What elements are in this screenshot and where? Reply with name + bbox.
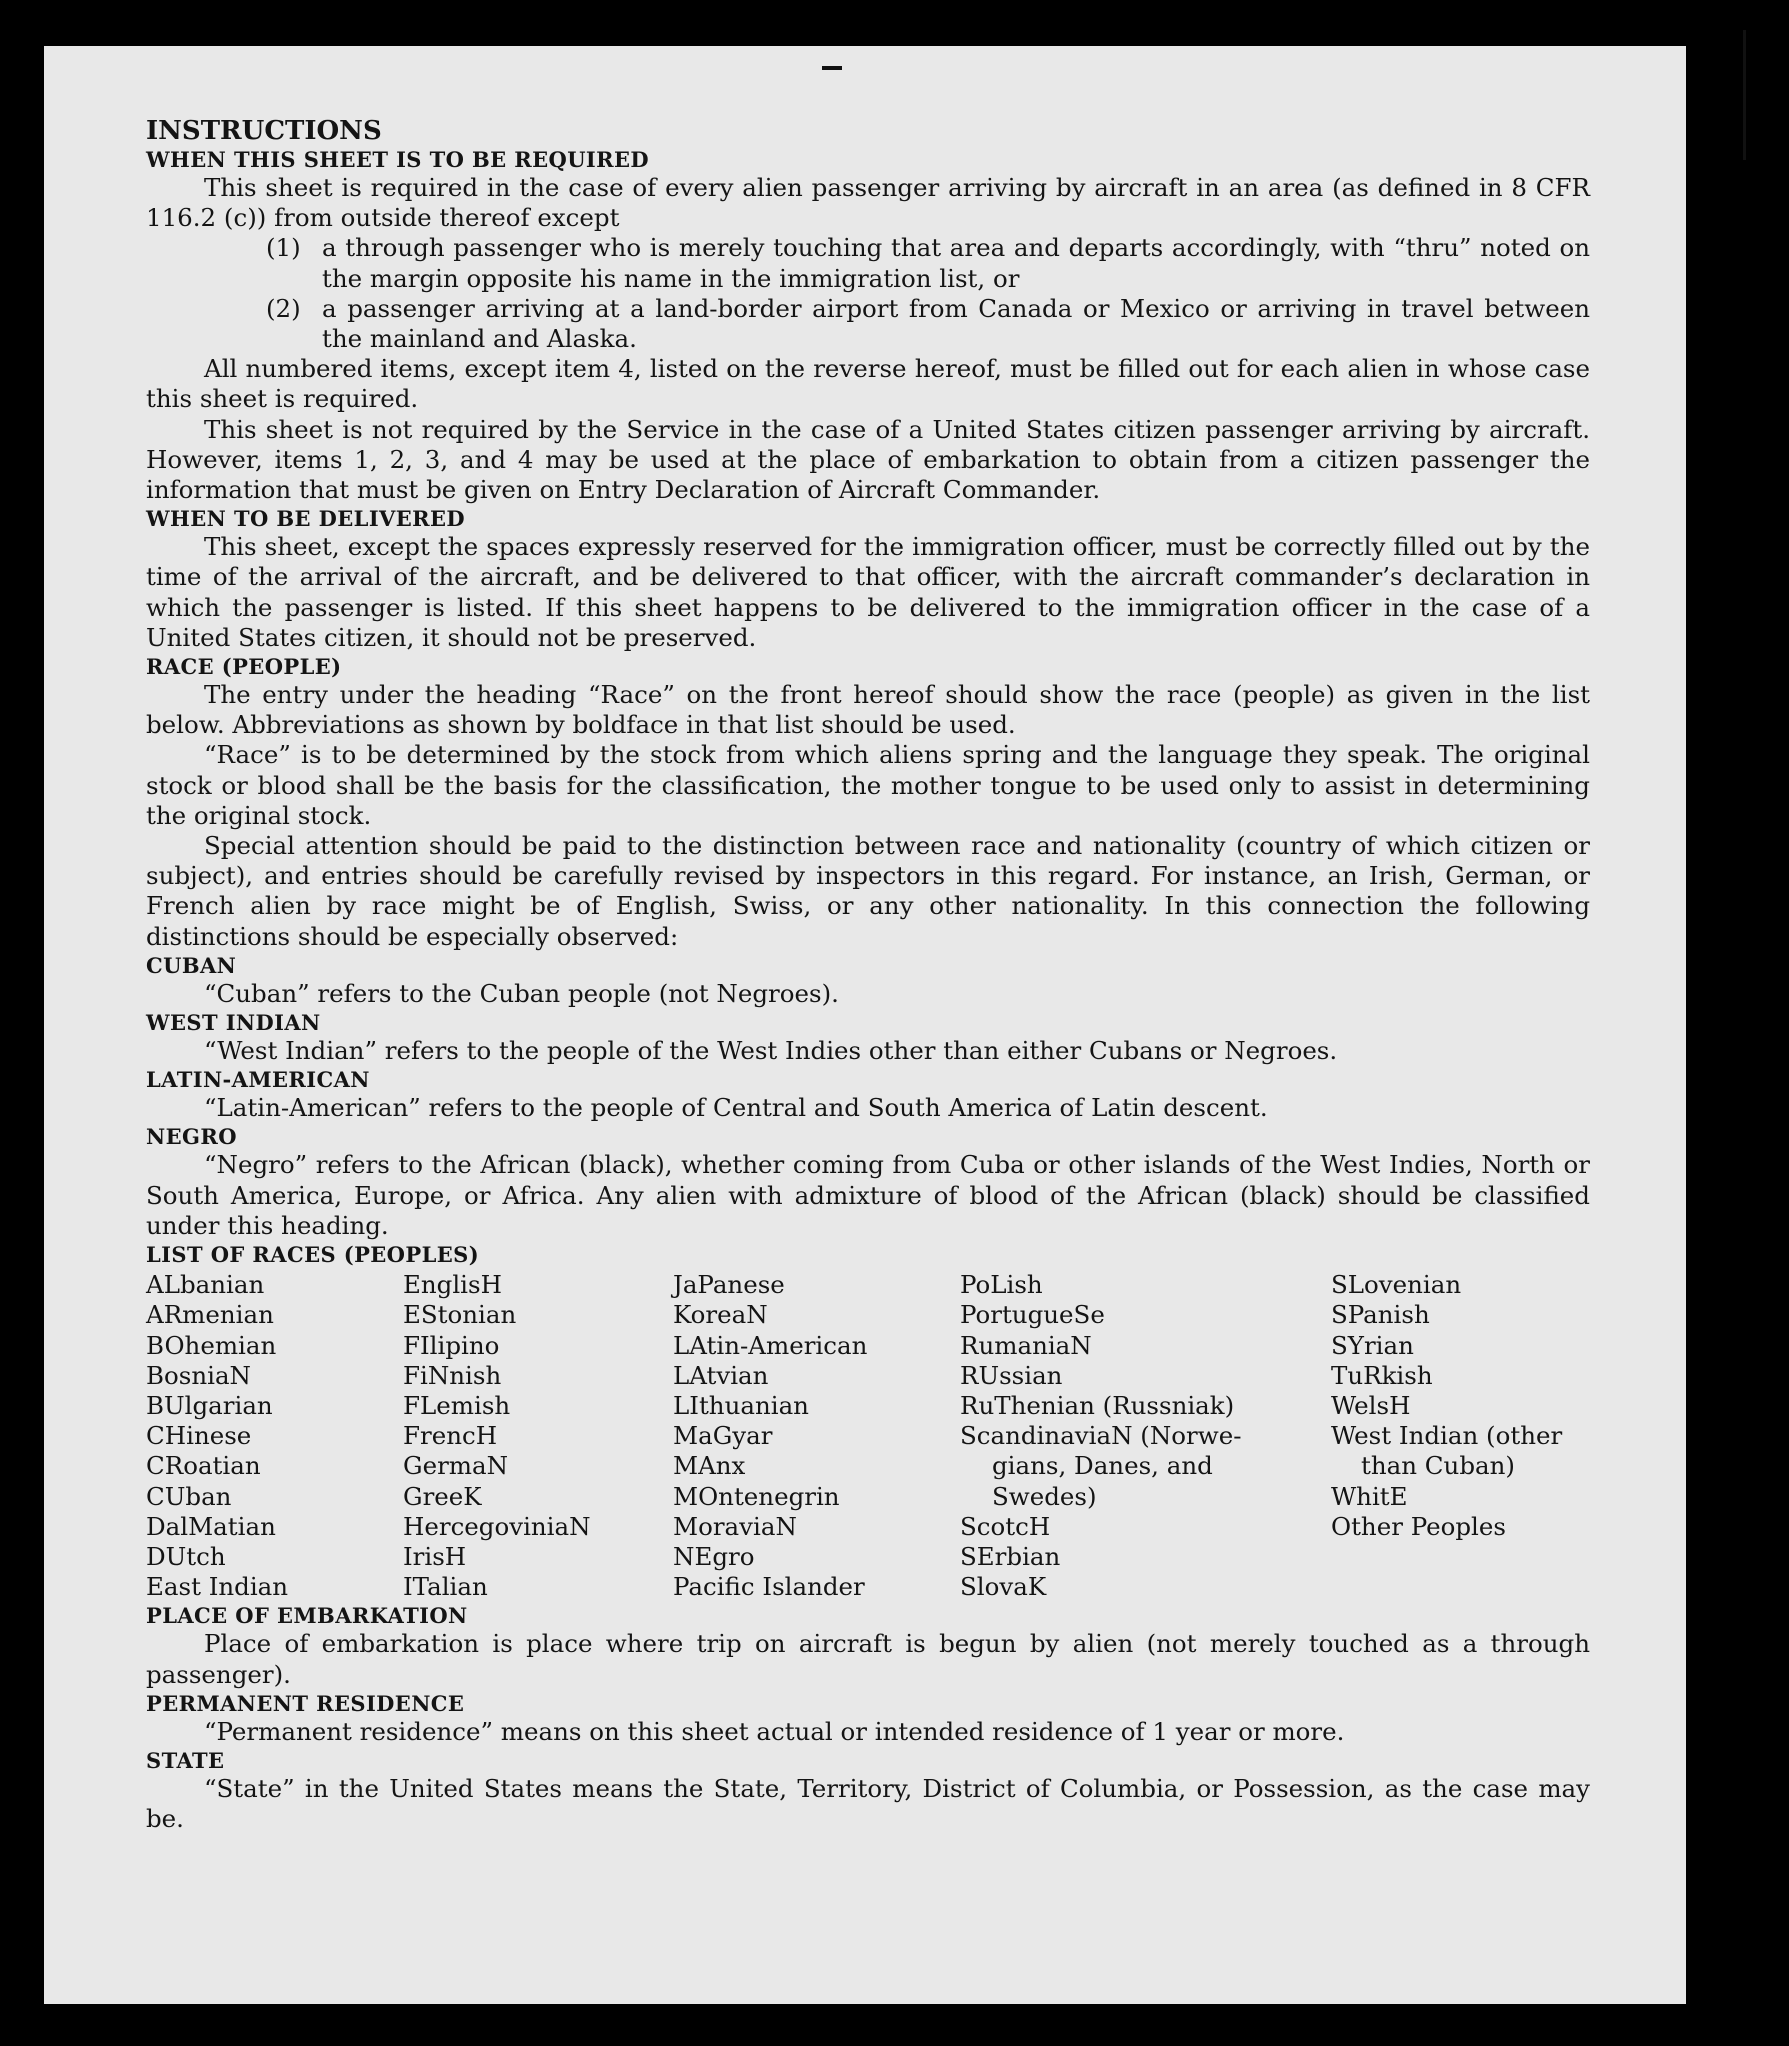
- list-item: MaGyar: [673, 1421, 773, 1451]
- paragraph: This sheet is not required by the Service in the case of a United States citizen passenger arriving by aircraft. However, items 1, 2, 3, and 4 may be used at the place of embarkation to obtain from a citizen passenger the information that must be given on Entry Declaration of Aircraft Commander.: [146, 414, 1590, 505]
- list-item: Other Peoples: [1331, 1511, 1506, 1541]
- list-item: LAtin-American: [673, 1330, 868, 1360]
- list-item: TuRkish: [1331, 1360, 1433, 1390]
- list-item: HercegoviniaN: [403, 1511, 591, 1541]
- item-text: a passenger arriving at a land-border airport from Canada or Mexico or arriving in travel between the mainland and Alaska.: [322, 293, 1590, 354]
- paragraph: This sheet is required in the case of every alien passenger arriving by aircraft in an area (as defined in 8 CFR 116.2 (c)) from outside thereof except: [146, 173, 1590, 233]
- list-item: WhitE: [1331, 1481, 1408, 1511]
- list-item: ScandinaviaN (Norwe-: [960, 1421, 1242, 1451]
- list-item: JaPanese: [673, 1270, 785, 1300]
- list-item: BUlgarian: [146, 1390, 273, 1420]
- list-item: RumaniaN: [960, 1330, 1092, 1360]
- list-item: FiNnish: [403, 1360, 502, 1390]
- heading-negro: NEGRO: [146, 1124, 237, 1150]
- list-item: FrencH: [403, 1421, 498, 1451]
- item-text: a through passenger who is merely touching that area and departs accordingly, with “thru” noted on the margin opposite his name in the immigration list, or: [322, 233, 1590, 293]
- list-item: SLovenian: [1331, 1270, 1462, 1300]
- list-item: ITalian: [403, 1572, 488, 1602]
- list-item: PoLish: [960, 1270, 1043, 1300]
- heading-place-of-embarkation: PLACE OF EMBARKATION: [146, 1603, 468, 1629]
- paragraph: “West Indian” refers to the people of the West Indies other than either Cubans or Negroes.: [204, 1036, 1338, 1066]
- page-title: INSTRUCTIONS: [146, 116, 382, 146]
- paragraph: The entry under the heading “Race” on the front hereof should show the race (people) as given in the list below. Abbreviations as shown by boldface in that list should be used.: [146, 680, 1590, 740]
- heading-cuban: CUBAN: [146, 952, 237, 978]
- race-column: [1331, 1270, 1590, 1602]
- heading-race: RACE (PEOPLE): [146, 654, 342, 680]
- paragraph: “Negro” refers to the African (black), whether coming from Cuba or other islands of the West Indies, North or South America, Europe, or Africa. Any alien with admixture of blood of the African (black) should be classified under this heading.: [146, 1150, 1590, 1240]
- list-item: SlovaK: [960, 1572, 1047, 1602]
- list-item: FIlipino: [403, 1330, 500, 1360]
- list-item: RUssian: [960, 1360, 1063, 1390]
- item-number: (1): [266, 233, 301, 263]
- list-item: DalMatian: [146, 1511, 276, 1541]
- paragraph: “Permanent residence” means on this sheet actual or intended residence of 1 year or more.: [204, 1716, 1345, 1746]
- list-item: FLemish: [403, 1390, 511, 1420]
- scan-mark: [822, 66, 842, 70]
- list-item: [266, 294, 1590, 354]
- race-column: [673, 1270, 960, 1602]
- document-page: [44, 46, 1686, 2004]
- list-item: MOntenegrin: [673, 1481, 840, 1511]
- paragraph: All numbered items, except item 4, listed on the reverse hereof, must be filled out for each alien in whose case this sheet is required.: [146, 354, 1590, 414]
- heading-permanent-residence: PERMANENT RESIDENCE: [146, 1690, 465, 1716]
- list-item: BOhemian: [146, 1330, 277, 1360]
- heading-latin-american: LATIN-AMERICAN: [146, 1067, 370, 1093]
- race-list: [146, 1270, 1590, 1602]
- list-item: DUtch: [146, 1541, 226, 1571]
- list-item: West Indian (other: [1331, 1421, 1563, 1451]
- list-item: East Indian: [146, 1572, 289, 1602]
- list-item: ScotcH: [960, 1511, 1051, 1541]
- paragraph: “Latin-American” refers to the people of Central and South America of Latin descent.: [204, 1093, 1268, 1123]
- race-column: [146, 1270, 403, 1602]
- heading-required: WHEN THIS SHEET IS TO BE REQUIRED: [146, 147, 650, 172]
- heading-delivered: WHEN TO BE DELIVERED: [146, 506, 466, 532]
- paragraph: “State” in the United States means the State, Territory, District of Columbia, or Possession, as the case may be.: [146, 1773, 1590, 1834]
- list-item: MAnx: [673, 1451, 746, 1481]
- list-item: ALbanian: [146, 1270, 265, 1300]
- heading-list-of-races: LIST OF RACES (PEOPLES): [146, 1242, 480, 1268]
- scan-edge-mark: [1743, 30, 1746, 160]
- list-item: SErbian: [960, 1541, 1061, 1571]
- paragraph: “Cuban” refers to the Cuban people (not Negroes).: [204, 978, 839, 1008]
- list-item-continued: than Cuban): [1361, 1451, 1515, 1481]
- list-item: CHinese: [146, 1421, 252, 1451]
- list-item: SPanish: [1331, 1300, 1430, 1330]
- list-item: IrisH: [403, 1541, 467, 1571]
- race-column: [960, 1270, 1331, 1602]
- list-item: LAtvian: [673, 1360, 769, 1390]
- list-item: LIthuanian: [673, 1390, 809, 1420]
- list-item-continued: Swedes): [992, 1481, 1097, 1511]
- race-column: [403, 1270, 673, 1602]
- list-item: SYrian: [1331, 1330, 1414, 1360]
- heading-state: STATE: [146, 1747, 225, 1773]
- list-item: GermaN: [403, 1451, 509, 1481]
- list-item: PortugueSe: [960, 1300, 1105, 1330]
- list-item: WelsH: [1331, 1390, 1411, 1420]
- heading-west-indian: WEST INDIAN: [146, 1010, 321, 1036]
- paragraph: Place of embarkation is place where trip on aircraft is begun by alien (not merely touched as a through passenger).: [146, 1629, 1590, 1689]
- list-item: ARmenian: [146, 1300, 274, 1330]
- list-item: MoraviaN: [673, 1511, 797, 1541]
- list-item: RuThenian (Russniak): [960, 1390, 1235, 1420]
- list-item-continued: gians, Danes, and: [992, 1451, 1213, 1481]
- list-item: BosniaN: [146, 1360, 251, 1390]
- item-number: (2): [266, 293, 301, 323]
- paragraph: This sheet, except the spaces expressly reserved for the immigration officer, must be correctly filled out by the time of the arrival of the aircraft, and be delivered to that officer, with the aircraft commander’s declaration in which the passenger is listed. If this sheet happens to be delivered to the immigration officer in the case of a United States citizen, it should not be preserved.: [146, 532, 1590, 652]
- list-item: GreeK: [403, 1481, 482, 1511]
- list-item: [266, 233, 1590, 293]
- list-item: CRoatian: [146, 1451, 261, 1481]
- list-item: KoreaN: [673, 1300, 768, 1330]
- paragraph: “Race” is to be determined by the stock from which aliens spring and the language they speak. The original stock or blood shall be the basis for the classification, the mother tongue to be used only to assist in determining the original stock.: [146, 740, 1590, 830]
- list-item: NEgro: [673, 1541, 755, 1571]
- list-item: EStonian: [403, 1300, 517, 1330]
- list-item: EnglisH: [403, 1270, 502, 1300]
- list-item: Pacific Islander: [673, 1572, 865, 1602]
- paragraph: Special attention should be paid to the distinction between race and nationality (country of which citizen or subject), and entries should be carefully revised by inspectors in this regard. For instance, an Irish, German, or French alien by race might be of English, Swiss, or any other nationality. In this connection the following distinctions should be especially observed:: [146, 831, 1590, 951]
- list-item: CUban: [146, 1481, 232, 1511]
- instructions-body: [146, 116, 1590, 1834]
